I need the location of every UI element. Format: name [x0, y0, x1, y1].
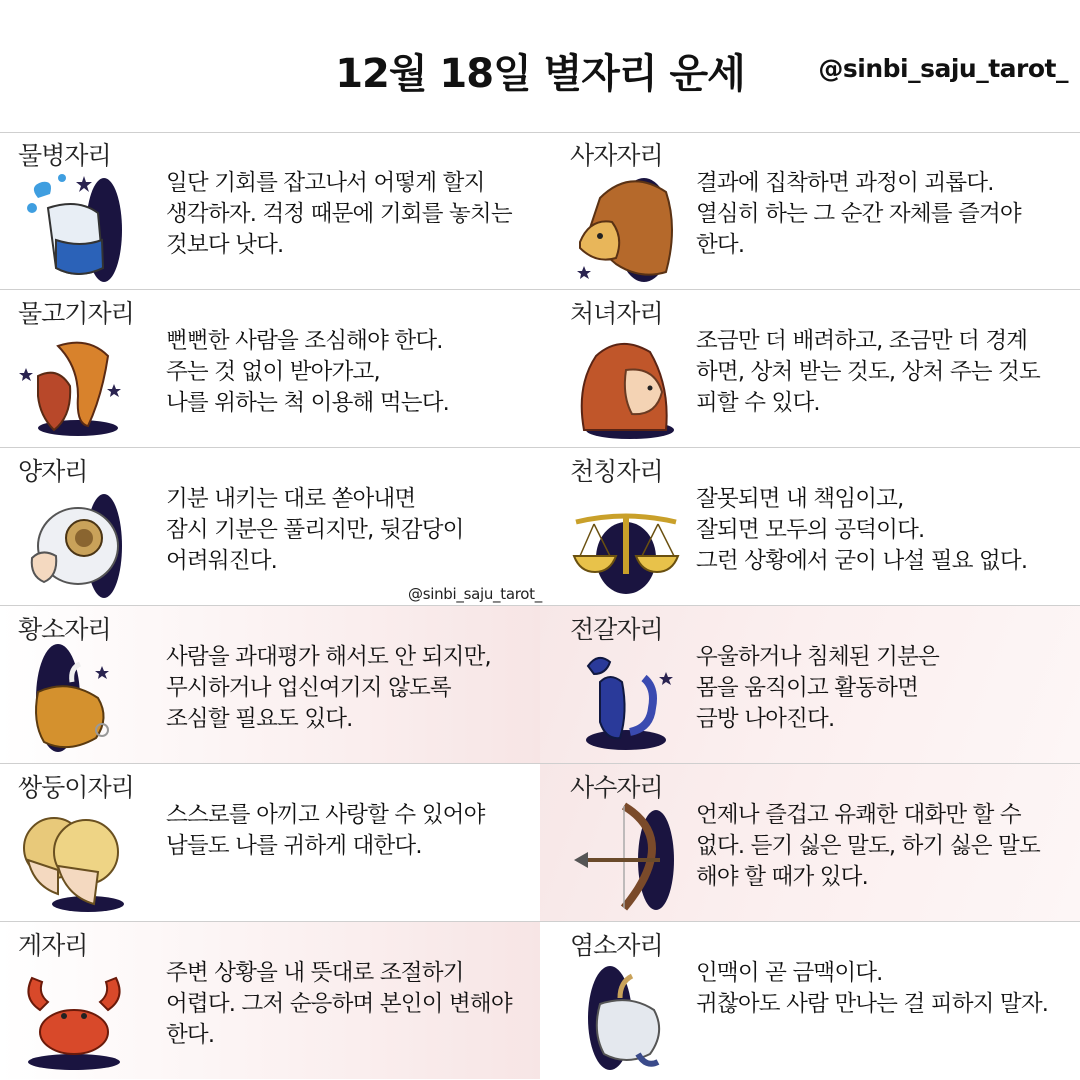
page-title: 12월 18일 별자리 운세: [335, 51, 745, 97]
capricorn-goat-icon: [570, 958, 680, 1073]
fortune-text: 우울하거나 침체된 기분은 몸을 움직이고 활동하면 금방 나아진다.: [696, 644, 939, 732]
zodiac-cell-aries: [0, 448, 540, 605]
sign-name: 사자자리: [570, 141, 663, 170]
header: [0, 0, 1080, 133]
zodiac-cell-sagittarius: [540, 764, 1080, 921]
zodiac-row: [0, 290, 1080, 448]
fortune-text: 일단 기회를 잡고나서 어떻게 할지 생각하자. 걱정 때문에 기회를 놓치는 것보다 낫다.: [166, 170, 512, 258]
aquarius-water-jar-icon: [18, 168, 128, 283]
fortune-text: 뻔뻔한 사람을 조심해야 한다. 주는 것 없이 받아가고, 나를 위하는 척 이용해 먹는다.: [166, 328, 449, 416]
leo-lion-icon: [570, 168, 680, 283]
gemini-twins-icon: [18, 800, 128, 915]
zodiac-row: [0, 922, 1080, 1079]
fortune-text: 잘못되면 내 책임이고, 잘되면 모두의 공덕이다. 그런 상황에서 굳이 나설 필요 없다.: [696, 486, 1028, 574]
zodiac-row: [0, 448, 1080, 606]
sign-name: 쌍둥이자리: [18, 773, 134, 802]
zodiac-row: [0, 132, 1080, 290]
aries-ram-icon: [18, 484, 128, 599]
zodiac-cell-libra: [540, 448, 1080, 605]
account-handle: @sinbi_saju_tarot_: [818, 54, 1068, 83]
zodiac-cell-scorpio: [540, 606, 1080, 763]
zodiac-row: [0, 606, 1080, 764]
zodiac-cell-cancer: [0, 922, 540, 1079]
zodiac-cell-taurus: [0, 606, 540, 763]
zodiac-row: [0, 764, 1080, 922]
zodiac-cell-aquarius: [0, 132, 540, 289]
sign-name: 물고기자리: [18, 299, 134, 328]
zodiac-cell-leo: [540, 132, 1080, 289]
sign-name: 전갈자리: [570, 615, 663, 644]
pisces-fish-icon: [18, 326, 128, 441]
fortune-text: 스스로를 아끼고 사랑할 수 있어야 남들도 나를 귀하게 대한다.: [166, 802, 485, 859]
watermark-handle: @sinbi_saju_tarot_: [408, 585, 542, 603]
fortune-text: 언제나 즐겁고 유쾌한 대화만 할 수 없다. 듣기 싫은 말도, 하기 싫은 말도 해야 할 때가 있다.: [696, 802, 1040, 890]
taurus-bull-icon: [18, 642, 128, 757]
zodiac-cell-pisces: [0, 290, 540, 447]
zodiac-cell-gemini: [0, 764, 540, 921]
libra-scales-icon: [570, 484, 680, 599]
sign-name: 천칭자리: [570, 457, 663, 486]
sagittarius-bow-icon: [570, 800, 680, 915]
sign-name: 게자리: [18, 931, 88, 960]
zodiac-cell-capricorn: [540, 922, 1080, 1079]
zodiac-grid: [0, 132, 1080, 1080]
sign-name: 사수자리: [570, 773, 663, 802]
sign-name: 황소자리: [18, 615, 111, 644]
fortune-text: 조금만 더 배려하고, 조금만 더 경계 하면, 상처 받는 것도, 상처 주는 것도 피할 수 있다.: [696, 328, 1040, 416]
fortune-text: 사람을 과대평가 해서도 안 되지만, 무시하거나 업신여기지 않도록 조심할 필요도 있다.: [166, 644, 491, 732]
cancer-crab-icon: [18, 958, 128, 1073]
fortune-text: 결과에 집착하면 과정이 괴롭다. 열심히 하는 그 순간 자체를 즐겨야 한다.: [696, 170, 1021, 258]
sign-name: 염소자리: [570, 931, 663, 960]
fortune-text: 인맥이 곧 금맥이다. 귀찮아도 사람 만나는 걸 피하지 말자.: [696, 960, 1049, 1017]
fortune-text: 기분 내키는 대로 쏟아내면 잠시 기분은 풀리지만, 뒷감당이 어려워진다.: [166, 486, 464, 574]
scorpio-scorpion-icon: [570, 642, 680, 757]
sign-name: 물병자리: [18, 141, 111, 170]
virgo-maiden-icon: [570, 326, 680, 441]
fortune-text: 주변 상황을 내 뜻대로 조절하기 어렵다. 그저 순응하며 본인이 변해야 한다.: [166, 960, 512, 1048]
sign-name: 처녀자리: [570, 299, 663, 328]
zodiac-cell-virgo: [540, 290, 1080, 447]
sign-name: 양자리: [18, 457, 88, 486]
